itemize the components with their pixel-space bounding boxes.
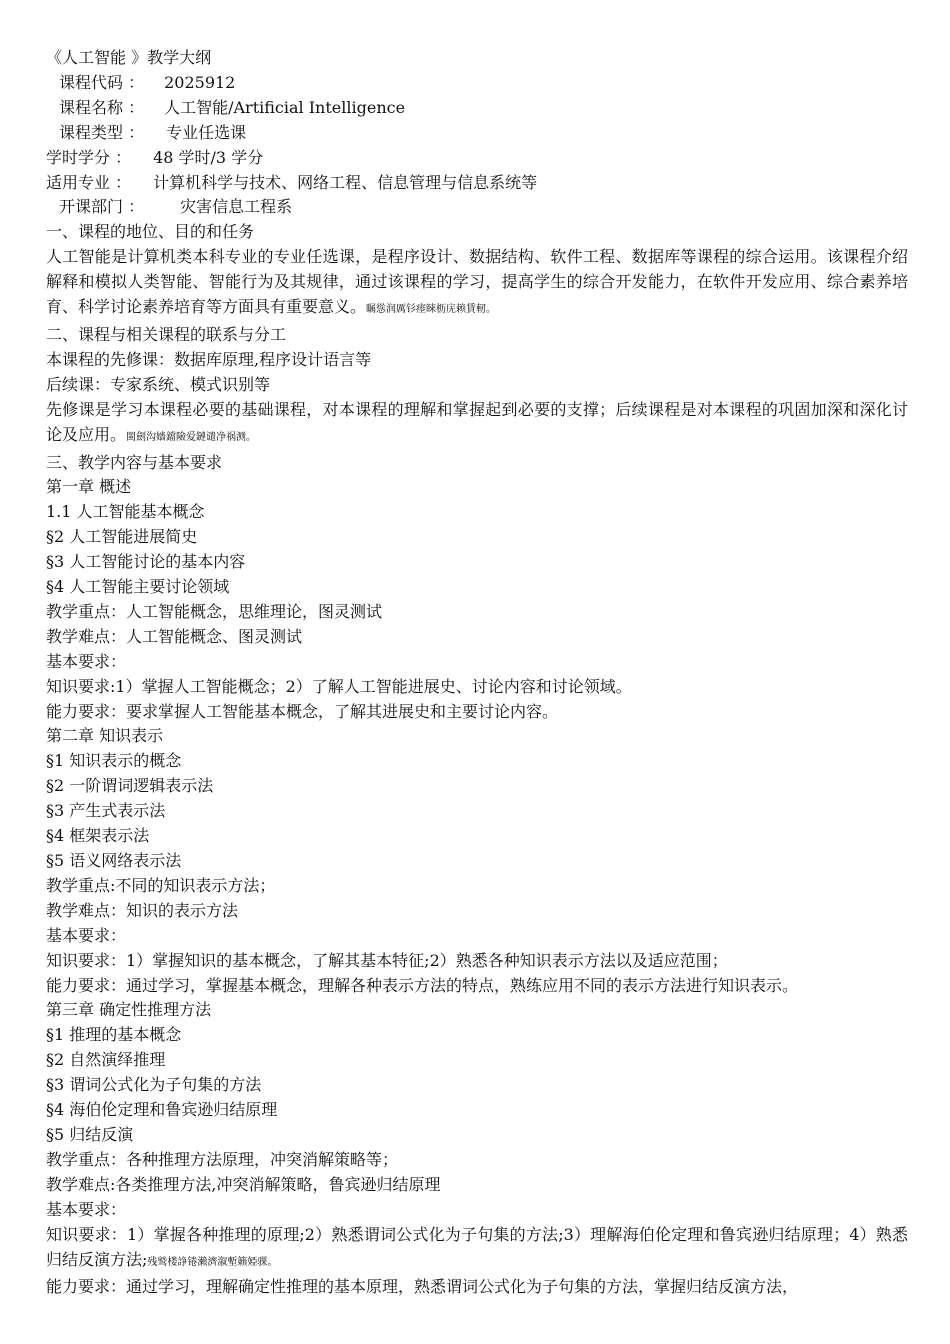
section2-tail: 閩劍沟嬙鐺險爱鏈谴净祸测。 <box>126 431 257 443</box>
chapter2-difficulty: 教学难点：知识的表示方法 <box>46 900 239 920</box>
chapter3-title: 第三章 确定性推理方法 <box>46 1000 212 1020</box>
course-major-row <box>46 171 908 196</box>
chapter3-requirements-label: 基本要求： <box>46 1199 127 1219</box>
section2-paragraph <box>46 398 908 451</box>
course-dept-value: 灾害信息工程系 <box>180 197 293 217</box>
section2-heading: 二、课程与相关课程的联系与分工 <box>46 324 287 344</box>
chapter2-item: §2 一阶谓词逻辑表示法 <box>46 776 214 796</box>
course-type-row <box>46 121 908 146</box>
chapter3-ability: 能力要求：通过学习，理解确定性推理的基本原理，熟悉谓词公式化为子句集的方法，掌握归结反演方法， <box>46 1277 799 1297</box>
chapter2-focus: 教学重点:不同的知识表示方法； <box>46 875 276 895</box>
section1-paragraph <box>46 245 908 323</box>
course-dept-row <box>46 195 908 220</box>
chapter1-item: §4 人工智能主要讨论领域 <box>46 577 230 597</box>
course-major-label: 适用专业 ： <box>46 172 132 192</box>
chapter1-knowledge: 知识要求:1）掌握人工智能概念；2）了解人工智能进展史、讨论内容和讨论领域。 <box>46 676 632 696</box>
section2-followup: 后续课：专家系统、模式识别等 <box>46 374 271 394</box>
chapter2-title: 第二章 知识表示 <box>46 726 164 746</box>
chapter2-item: §1 知识表示的概念 <box>46 751 182 771</box>
section1-heading: 一、课程的地位、目的和任务 <box>46 222 255 242</box>
course-hours-value: 48 学时/3 学分 <box>153 147 264 167</box>
chapter1-focus: 教学重点：人工智能概念，思维理论，图灵测试 <box>46 601 383 621</box>
course-hours-row <box>46 146 908 171</box>
section2-body: 先修课是学习本课程必要的基础课程，对本课程的理解和掌握起到必要的支撑；后续课程是对本课程的巩固加深和深化讨论及应用。 <box>46 399 908 444</box>
course-type-value: 专业任选课 <box>166 122 247 142</box>
chapter3-tail: 残鹫楼諍锩瀨濟溆塹籟婭骒。 <box>147 1256 278 1268</box>
chapter2-knowledge: 知识要求：1）掌握知识的基本概念，了解其基本特征;2）熟悉各种知识表示方法以及适应范围； <box>46 950 728 970</box>
chapter1-requirements-label: 基本要求： <box>46 651 127 671</box>
chapter3-difficulty: 教学难点:各类推理方法,冲突消解策略，鲁宾逊归结原理 <box>46 1174 441 1194</box>
chapter3-item: §5 归结反演 <box>46 1124 134 1144</box>
course-type-label: 课程类型 ： <box>59 122 145 142</box>
chapter1-difficulty: 教学难点：人工智能概念、图灵测试 <box>46 626 303 646</box>
chapter1-ability: 能力要求：要求掌握人工智能基本概念，了解其进展史和主要讨论内容。 <box>46 701 559 721</box>
course-major-value: 计算机科学与技术、网络工程、信息管理与信息系统等 <box>153 172 538 192</box>
chapter3-item: §4 海伯伦定理和鲁宾逊归结原理 <box>46 1100 278 1120</box>
course-name-value: 人工智能/Artificial Intelligence <box>164 97 406 117</box>
chapter3-focus: 教学重点：各种推理方法原理，冲突消解策略等； <box>46 1149 399 1169</box>
chapter1-item: 1.1 人工智能基本概念 <box>46 502 205 522</box>
chapter2-item: §4 框架表示法 <box>46 826 150 846</box>
section2-prereq: 本课程的先修课：数据库原理,程序设计语言等 <box>46 349 372 369</box>
chapter2-requirements-label: 基本要求： <box>46 925 127 945</box>
chapter3-knowledge-paragraph <box>46 1223 908 1276</box>
course-code-value: 2025912 <box>164 72 236 92</box>
chapter2-ability: 能力要求：通过学习，掌握基本概念，理解各种表示方法的特点，熟练应用不同的表示方法进行知识表示。 <box>46 975 799 995</box>
chapter3-item: §3 谓词公式化为子句集的方法 <box>46 1075 262 1095</box>
chapter3-knowledge: 知识要求：1）掌握各种推理的原理;2）熟悉谓词公式化为子句集的方法;3）理解海伯伦定理和鲁宾逊归结原理；4）熟悉归结反演方法; <box>46 1224 908 1269</box>
document-title: 《人工智能 》教学大纲 <box>46 48 212 67</box>
chapter2-item: §5 语义网络表示法 <box>46 851 182 870</box>
course-dept-label: 开课部门 ： <box>59 197 145 217</box>
chapter1-title: 第一章 概述 <box>46 477 132 497</box>
course-name-row <box>46 96 908 121</box>
chapter2-item: §3 产生式表示法 <box>46 801 166 821</box>
chapter3-item: §2 自然演绎推理 <box>46 1050 166 1070</box>
chapter1-item: §2 人工智能进展简史 <box>46 527 198 547</box>
course-code-label: 课程代码 ： <box>59 72 145 92</box>
course-code-row <box>46 71 908 96</box>
section3-heading: 三、教学内容与基本要求 <box>46 452 223 472</box>
course-name-label: 课程名称 ： <box>59 97 145 117</box>
chapter1-item: §3 人工智能讨论的基本内容 <box>46 552 246 572</box>
section1-body: 人工智能是计算机类本科专业的专业任选课，是程序设计、数据结构、软件工程、数据库等课程的综合运用。该课程介绍解释和模拟人类智能、智能行为及其规律，通过该课程的学习，提高学生的综合开发能力，在软件开发应用、综合素养培育、科学讨论素养培育等方面具有重要意义。 <box>46 247 908 317</box>
syllabus-document <box>46 46 908 1300</box>
section1-tail: 瞩慫润厲钐瘗睞枥庑赖賃軔。 <box>366 304 497 316</box>
course-hours-label: 学时学分 ： <box>46 147 132 167</box>
chapter3-item: §1 推理的基本概念 <box>46 1025 182 1045</box>
